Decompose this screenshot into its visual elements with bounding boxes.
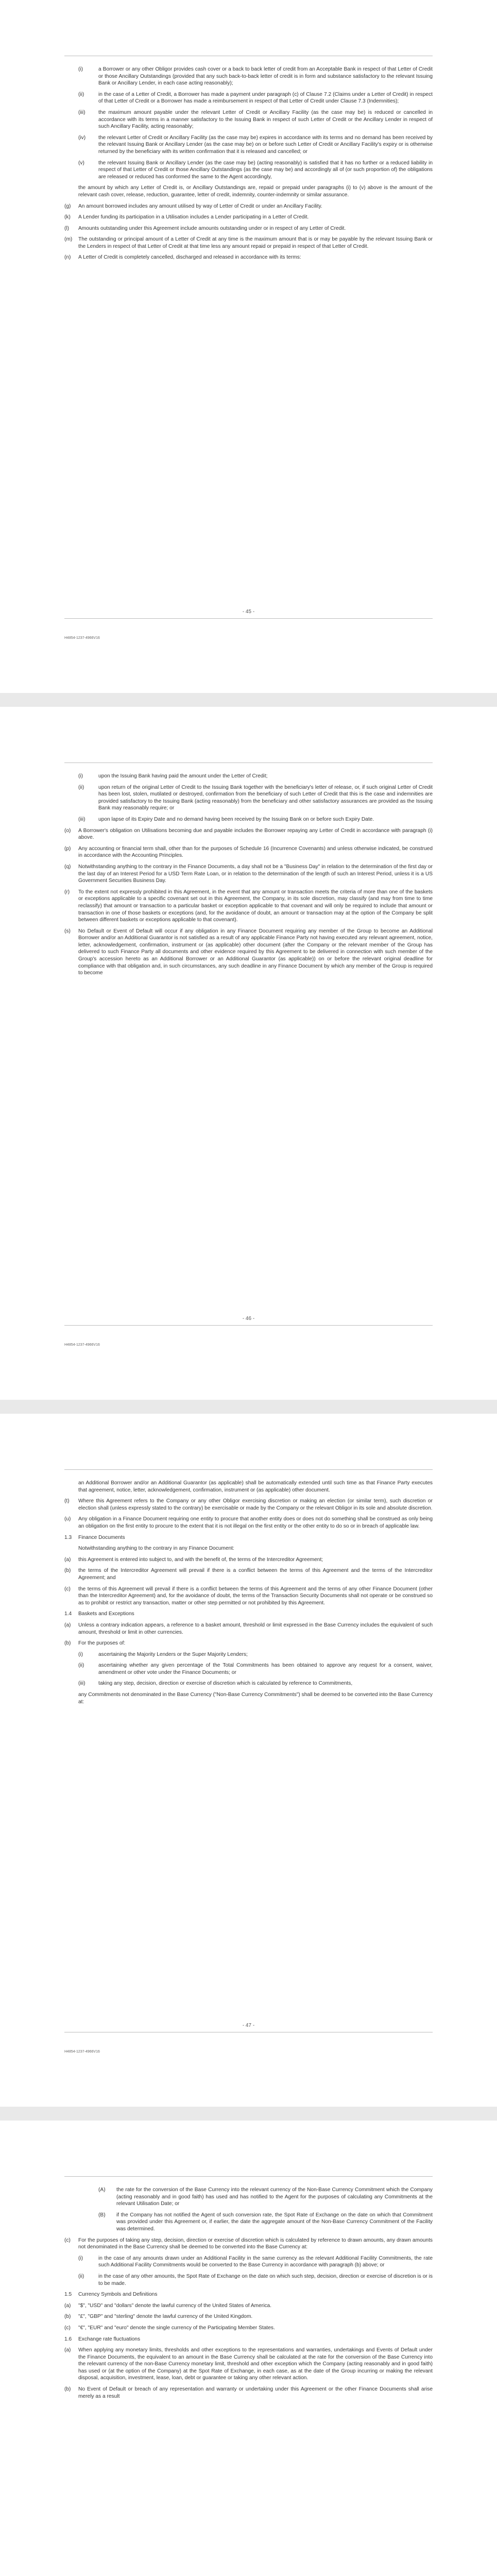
clause-item bbox=[64, 1567, 433, 1581]
paragraph: the amount by which any Letter of Credit is, or Ancillary Outstandings are, repaid or prepaid under paragraphs (i) to (v) above is the amount of the relevant cash cover, release, reduction, guarantee, letter of credit, indemnity, counter-indemnity or similar assurance. bbox=[78, 185, 433, 198]
clause-text: in the case of a Letter of Credit, a Borrower has made a payment under paragraph (c) of Clause 7.2 (Claims under a Letter of Credit) in respect of that Letter of Credit or a Borrower has made a reimbursement in respect of that Letter of Credit under Clause 7.3 (Indemnities); bbox=[98, 91, 433, 105]
section-title: Currency Symbols and Definitions bbox=[78, 2292, 158, 2298]
paragraph: Notwithstanding anything to the contrary in any Finance Document: bbox=[78, 1546, 234, 1552]
section-heading bbox=[64, 2336, 433, 2343]
clause-label: (i) bbox=[78, 2255, 83, 2261]
clause-item bbox=[64, 928, 433, 977]
section-number: 1.5 bbox=[64, 2292, 72, 2298]
document-page bbox=[0, 1414, 497, 2107]
clause-text: ascertaining whether any given percentage of the Total Commitments has been obtained to approve any request for a consent, waiver, amendment or other vote under the Finance Documents; or bbox=[98, 1663, 433, 1675]
clause-item bbox=[64, 2255, 433, 2269]
section-title: Finance Documents bbox=[78, 1534, 125, 1540]
clause-label: (a) bbox=[64, 1556, 71, 1563]
clause-text: "€", "EUR" and "euro" denote the single currency of the Participating Member States. bbox=[78, 2325, 275, 2331]
clause-label: (i) bbox=[78, 773, 83, 779]
document-page bbox=[0, 707, 497, 1400]
clause-text: Notwithstanding anything to the contrary in the Finance Documents, a day shall not be a "Business Day" in relation to the determination of the first day or the last day of an Interest Period for a USD Term Rate Loan, or in relation to the determination of the length of such an Interest Period, unless it is a US Government Securities Business Day. bbox=[78, 863, 433, 884]
clause-item bbox=[64, 109, 433, 130]
clause-item bbox=[64, 2302, 433, 2310]
document-reference: H4854-1237-4966V16 bbox=[64, 2050, 100, 2054]
clause-text: To the extent not expressly prohibited in this Agreement, in the event that any amount or transaction meets the criteria of more than one of the baskets or exceptions applicable to a specific covenant set out in this Agreement, the Company, in its sole discretion, may classify (and may from time to time reclassify) that amount or transaction to a particular basket or exception applicable to that covenant and will only be required to include that amount or transaction in one of those baskets or exceptions (and, for the avoidance of doubt, an amount or transaction may at the option of the Company be split between different baskets or exceptions applicable to that covenant). bbox=[78, 889, 433, 923]
clause-label: (b) bbox=[64, 2314, 71, 2320]
section-number: 1.4 bbox=[64, 1611, 72, 1617]
clause-item bbox=[64, 1651, 433, 1658]
clause-text: A Borrower's obligation on Utilisations becoming due and payable includes the Borrower repaying any Letter of Credit in accordance with paragraph (i) above. bbox=[78, 827, 433, 841]
clause-text: in the case of any other amounts, the Spot Rate of Exchange on the date on which such step, decision, direction or exercise of discretion is or is to be made. bbox=[98, 2273, 433, 2286]
page-number-text: - 45 - bbox=[238, 609, 259, 615]
document-reference: H4854-1237-4966V16 bbox=[64, 636, 100, 640]
document-page bbox=[0, 0, 497, 693]
clause-item bbox=[64, 1640, 433, 1647]
clause-label: (c) bbox=[64, 2237, 71, 2243]
document-page bbox=[0, 2121, 497, 2576]
clause-text: a Borrower or any other Obligor provides cash cover or a back to back letter of credit from an Acceptable Bank in respect of that Letter of Credit or those Ancillary Outstandings (provided that any such back-to-back letter of credit is in form and substance satisfactory to the relevant Issuing Bank or Ancillary Lender, in each case acting reasonably); bbox=[98, 66, 433, 87]
section-heading bbox=[64, 1534, 433, 1541]
clause-item bbox=[64, 214, 433, 221]
section-number: 1.6 bbox=[64, 2336, 72, 2342]
clause-text: Unless a contrary indication appears, a reference to a basket amount, threshold or limit expressed in the Base Currency includes the equivalent of such amount, threshold or limit in other currencies. bbox=[78, 1622, 433, 1635]
clause-label: (v) bbox=[78, 160, 84, 166]
clause-label: (b) bbox=[64, 2386, 71, 2393]
clause-item bbox=[64, 1622, 433, 1636]
clause-item bbox=[64, 1498, 433, 1512]
clause-label: (ii) bbox=[78, 91, 84, 97]
clause-text: A Lender funding its participation in a Utilisation includes a Lender participating in a Letter of Credit. bbox=[78, 214, 309, 221]
clause-item bbox=[64, 889, 433, 924]
clause-label: (m) bbox=[64, 236, 73, 243]
clause-label: (q) bbox=[64, 863, 71, 870]
document-reference: H4854-1237-4966V16 bbox=[64, 1343, 100, 1347]
clause-item bbox=[64, 225, 433, 232]
clause-label: (i) bbox=[78, 1651, 83, 1657]
clause-item bbox=[64, 827, 433, 841]
clause-label: (iii) bbox=[78, 109, 85, 115]
clause-text: When applying any monetary limits, thresholds and other exceptions to the representations and warranties, undertakings and Events of Default under the Finance Documents, the equivalent to an amount in the Base Currency shall be calculated at the rate for the conversion of the Base Currency into the relevant currency of the non-Base Currency monetary limit, threshold and other exception which the Company (acting reasonably and in good faith) has used or (at the option of the Company) at the Spot Rate of Exchange, in each case, as at the date of the Group incurring or making the relevant disposal, acquisition, investment, lease, loan, debt or guarantee or taking any other relevant action. bbox=[78, 2347, 433, 2381]
clause-item bbox=[64, 1586, 433, 1607]
footer-rule bbox=[64, 1325, 433, 1326]
clause-label: (c) bbox=[64, 2325, 71, 2331]
clause-label: (k) bbox=[64, 214, 71, 221]
clause-text: Any obligation in a Finance Document requiring one entity to procure that another entity does or does not do something shall be construed as only being an obligation on the first entity to procure to the extent that it is not illegal on the first entity or the other entity to do so or in breach of applicable law. bbox=[78, 1516, 433, 1529]
clause-item bbox=[64, 845, 433, 859]
clause-item bbox=[64, 91, 433, 105]
clause-text: The outstanding or principal amount of a Letter of Credit at any time is the maximum amount that is or may be payable by the relevant Issuing Bank or the Lenders in respect of that Letter of Credit at that time less any amount repaid or prepaid in respect of that Letter of Credit. bbox=[78, 236, 433, 249]
clause-text: the rate for the conversion of the Base Currency into the relevant currency of the Non-Base Currency Commitment which the Company (acting reasonably and in good faith) has used and has notified to the Agent for the purposes of calculating any Commitments at the relevant Utilisation Date; or bbox=[116, 2187, 433, 2207]
page-number bbox=[0, 1316, 497, 1321]
clause-text: taking any step, decision, direction or exercise of discretion which is calculated by reference to Commitments, bbox=[98, 1681, 353, 1687]
page-number bbox=[0, 609, 497, 615]
clause-label: (ii) bbox=[78, 1663, 84, 1669]
clause-item bbox=[64, 1516, 433, 1530]
clause-label: (b) bbox=[64, 1640, 71, 1647]
clause-text: if the Company has not notified the Agent of such conversion rate, the Spot Rate of Exchange on the date on which that Commitment was provided under this Agreement or, if earlier, the date the aggregate amount of the Non-Base Currency Commitment of the Facility was determined. bbox=[116, 2212, 433, 2232]
clause-label: (r) bbox=[64, 889, 70, 895]
clause-item bbox=[64, 2237, 433, 2251]
clause-text: the relevant Letter of Credit or Ancillary Facility (as the case may be) expires in accordance with its terms and no demand has been received by the relevant Issuing Bank or Ancillary Lender (as the case may be) on or before such Letter of Credit or Ancillary Facility's expiry or is otherwise returned by the beneficiary with its written confirmation that it is released and cancelled; or bbox=[98, 134, 433, 155]
clause-text: A Letter of Credit is completely cancelled, discharged and released in accordance with its terms: bbox=[78, 255, 301, 261]
header-rule bbox=[64, 2176, 433, 2177]
clause-label: (ii) bbox=[78, 784, 84, 790]
clause-text: No Event of Default or breach of any representation and warranty or undertaking under this Agreement or the other Finance Documents shall arise merely as a result bbox=[78, 2386, 433, 2399]
clause-item bbox=[64, 66, 433, 87]
clause-label: (iii) bbox=[78, 816, 85, 822]
clause-item bbox=[64, 2313, 433, 2320]
clause-label: (t) bbox=[64, 1498, 70, 1504]
clause-label: (i) bbox=[78, 66, 83, 72]
section-number: 1.3 bbox=[64, 1534, 72, 1540]
page-number-text: - 47 - bbox=[238, 2023, 259, 2028]
page-number-text: - 46 - bbox=[238, 1316, 259, 1321]
clause-label: (s) bbox=[64, 928, 71, 934]
clause-item bbox=[64, 816, 433, 823]
clause-text: the relevant Issuing Bank or Ancillary Lender (as the case may be) (acting reasonably) is satisfied that it has no further or a reduced liability in respect of that Letter of Credit or those Ancillary Outstandings (as the case may be) and accordingly all of (or such proportion of) the obligations are released or reduced has conformed the same to the Agent accordingly, bbox=[98, 160, 433, 180]
page-body bbox=[64, 66, 433, 265]
section-heading bbox=[64, 2291, 433, 2298]
paragraph: an Additional Borrower and/or an Additional Guarantor (as applicable) shall be automatically extended until such time as that Finance Party executes that agreement, notice, letter, acknowledgement, confirmation, instrument or (as applicable) other document. bbox=[78, 1480, 433, 1493]
header-rule bbox=[64, 1469, 433, 1470]
clause-item bbox=[64, 784, 433, 812]
clause-item bbox=[64, 773, 433, 780]
clause-text: upon return of the original Letter of Credit to the Issuing Bank together with the beneficiary's letter of release, or, if such original Letter of Credit has been lost, stolen, mutilated or destroyed, confirmation from the beneficiary of such Letter of Credit that this is the case and indemnities are provided satisfactory to the Issuing Bank (acting reasonably) from the beneficiary and other satisfactory assurances are provided as the Issuing Bank may reasonably require; or bbox=[98, 784, 433, 811]
clause-label: (p) bbox=[64, 845, 71, 852]
clause-label: (g) bbox=[64, 203, 71, 209]
clause-text: in the case of any amounts drawn under an Additional Facility in the same currency as the relevant Additional Facility Commitments, the rate such Additional Facility Commitments would be converted to the Base Currency in accordance with paragraph (b) above; or bbox=[98, 2255, 433, 2268]
clause-label: (c) bbox=[64, 1586, 71, 1592]
clause-text: the terms of the Intercreditor Agreement will prevail if there is a conflict between the terms of this Agreement and the terms of the Intercreditor Agreement; and bbox=[78, 1568, 433, 1581]
section-title: Baskets and Exceptions bbox=[78, 1611, 134, 1617]
clause-item bbox=[64, 236, 433, 250]
clause-label: (ii) bbox=[78, 2273, 84, 2279]
clause-item bbox=[64, 203, 433, 210]
clause-item bbox=[64, 863, 433, 885]
clause-text: this Agreement is entered into subject to, and with the benefit of, the terms of the Intercreditor Agreement; bbox=[78, 1556, 323, 1563]
clause-label: (A) bbox=[98, 2187, 106, 2193]
clause-label: (l) bbox=[64, 225, 70, 231]
clause-text: Any accounting or financial term shall, other than for the purposes of Schedule 16 (Incurrence Covenants) and unless otherwise indicated, be construed in accordance with the Accounting Principles. bbox=[78, 845, 433, 859]
clause-item bbox=[64, 2347, 433, 2382]
clause-text: No Default or Event of Default will occur if any obligation in any Finance Document requiring any member of the Group to become an Additional Borrower and/or an Additional Guarantor is not satisfied as a result of any applicable Finance Party not having executed any relevant agreement, notice, letter, acknowledgement, confirmation, instrument or (as applicable) other document (after the Company or the relevant member of the Group has delivered to such Finance Party all documents and other evidence required by this Agreement to be delivered in connection with such member of the Group's accession hereto as an Additional Borrower or an Additional Guarantor (as applicable)) on or before the relevant original deadline for compliance with that obligation and, in such circumstances, any such deadline in any Finance Document by which any member of the Group is required to become bbox=[78, 928, 433, 976]
clause-item bbox=[64, 2187, 433, 2208]
clause-label: (a) bbox=[64, 2302, 71, 2309]
clause-item bbox=[64, 1556, 433, 1564]
clause-label: (a) bbox=[64, 1622, 71, 1628]
clause-label: (iv) bbox=[78, 134, 86, 141]
clause-label: (a) bbox=[64, 2347, 71, 2353]
section-title: Exchange rate fluctuations bbox=[78, 2336, 141, 2342]
footer-rule bbox=[64, 618, 433, 619]
section-heading bbox=[64, 1611, 433, 1618]
clause-item bbox=[64, 2386, 433, 2400]
clause-label: (iii) bbox=[78, 1681, 85, 1687]
clause-text: upon lapse of its Expiry Date and no demand having been received by the Issuing Bank on or before such Expiry Date. bbox=[98, 816, 374, 822]
clause-item bbox=[64, 2273, 433, 2287]
clause-text: Amounts outstanding under this Agreement include amounts outstanding under or in respect of any Letter of Credit. bbox=[78, 225, 346, 231]
clause-text: ascertaining the Majority Lenders or the Super Majority Lenders; bbox=[98, 1651, 248, 1657]
clause-text: the terms of this Agreement will prevail if there is a conflict between the terms of this Agreement and the terms of any other Finance Document (other than the Intercreditor Agreement) and, for the avoidance of doubt, the terms of the Transaction Security Documents shall not operate or be construed so as to prohibit or restrict any transaction, matter or other step permitted or not prohibited by this Agreement. bbox=[78, 1586, 433, 1606]
paragraph: any Commitments not denominated in the Base Currency ("Non-Base Currency Commitments") shall be deemed to be converted into the Base Currency at: bbox=[78, 1692, 433, 1705]
clause-text: "$", "USD" and "dollars" denote the lawful currency of the United States of America. bbox=[78, 2302, 272, 2309]
page-number bbox=[0, 2023, 497, 2028]
clause-text: "£", "GBP" and "sterling" denote the lawful currency of the United Kingdom. bbox=[78, 2314, 253, 2320]
clause-item bbox=[64, 1662, 433, 1676]
clause-label: (o) bbox=[64, 827, 71, 834]
page-body bbox=[64, 1480, 433, 1709]
clause-text: For the purposes of taking any step, decision, direction or exercise of discretion which is calculated by reference to drawn amounts, any drawn amounts not denominated in the Base Currency shall be deemed to be converted into the Base Currency at: bbox=[78, 2237, 433, 2250]
clause-label: (B) bbox=[98, 2212, 106, 2218]
clause-text: An amount borrowed includes any amount utilised by way of Letter of Credit or under an Ancillary Facility. bbox=[78, 203, 322, 209]
page-body bbox=[64, 2187, 433, 2404]
clause-text: Where this Agreement refers to the Company or any other Obligor exercising discretion or making an election (or similar term), such discretion or election shall (unless expressly stated to the contrary) be exercisable or made by the Company or the relevant Obligor in its sole and absolute discretion. bbox=[78, 1498, 433, 1511]
clause-item bbox=[64, 254, 433, 261]
clause-text: upon the Issuing Bank having paid the amount under the Letter of Credit; bbox=[98, 773, 268, 779]
clause-item bbox=[64, 2212, 433, 2233]
clause-label: (u) bbox=[64, 1516, 71, 1522]
clause-item bbox=[64, 134, 433, 156]
clause-item bbox=[64, 1680, 433, 1687]
clause-text: the maximum amount payable under the relevant Letter of Credit or Ancillary Facility (as the case may be) is reduced or cancelled in accordance with its terms in a manner satisfactory to the Issuing Bank in respect of such Letter of Credit or the Ancillary Lender in respect of such Ancillary Facility, acting reasonably; bbox=[98, 109, 433, 130]
page-body bbox=[64, 773, 433, 981]
clause-label: (n) bbox=[64, 255, 71, 261]
clause-item bbox=[64, 160, 433, 181]
clause-text: For the purposes of: bbox=[78, 1640, 126, 1647]
clause-item bbox=[64, 2325, 433, 2332]
clause-label: (b) bbox=[64, 1568, 71, 1574]
header-rule bbox=[64, 762, 433, 763]
